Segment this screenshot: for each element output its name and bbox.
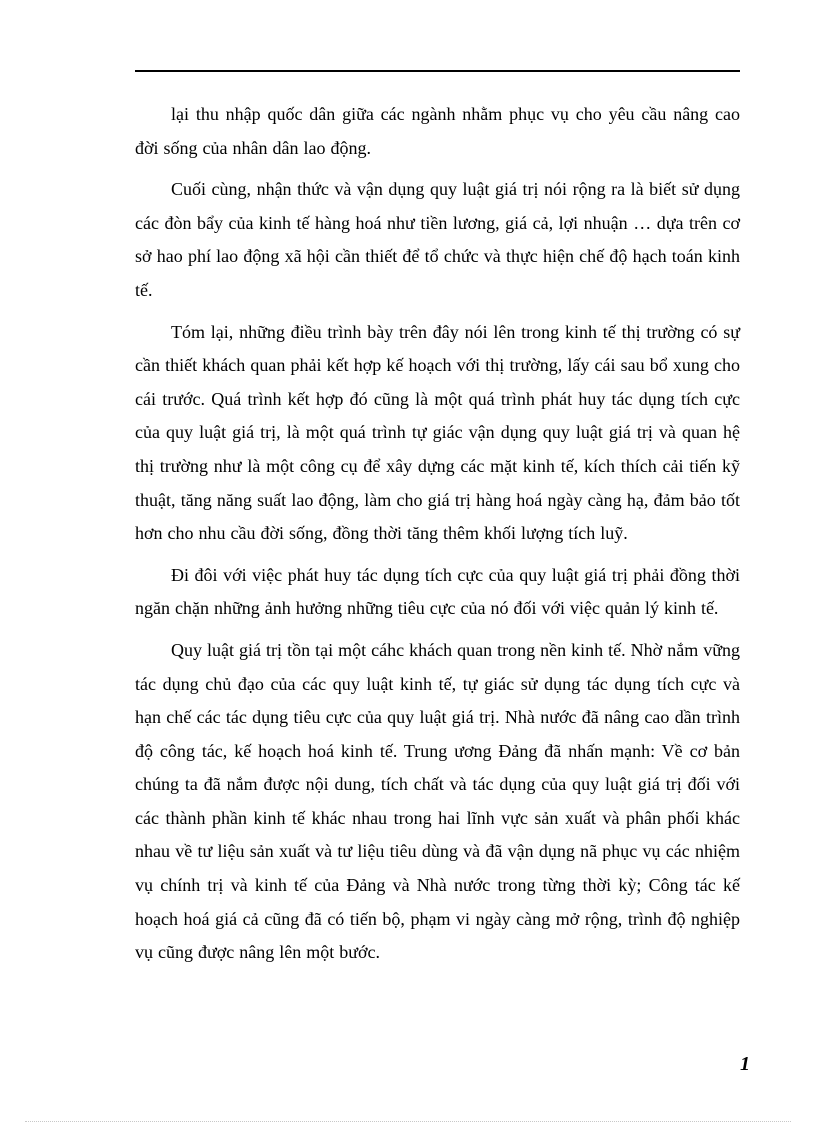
paragraph: lại thu nhập quốc dân giữa các ngành nhằm phục vụ cho yêu cầu nâng cao đời sống của nhân dân lao động. <box>135 104 740 158</box>
paragraph: Quy luật giá trị tồn tại một cáhc khách quan trong nền kinh tế. Nhờ nắm vững tác dụng chủ đạo của các quy luật kinh tế, tự giác sử dụng tác dụng tích cực và hạn chế các tác dụng tiêu cực của quy luật giá trị. Nhà nước đã nâng cao dần trình độ công tác, kế hoạch hoá kinh tế. Trung ương Đảng đã nhấn mạnh: Về cơ bản chúng ta đã nắm được nội dung, tích chất và tác dụng của quy luật giá trị đối với các thành phần kinh tế khác nhau trong hai lĩnh vực sản xuất và phân phối khác nhau về tư liệu sản xuất và tư liệu tiêu dùng và đã vận dụng nã phục vụ các nhiệm vụ chính trị và kinh tế của Đảng và Nhà nước trong từng thời kỳ; Công tác kế hoạch hoá giá cả cũng đã có tiến bộ, phạm vi ngày càng mở rộng, trình độ nghiệp vụ cũng được nâng lên một bước. <box>135 639 740 963</box>
paragraph: Tóm lại, những điều trình bày trên đây nói lên trong kinh tế thị trường có sự cần thiết khách quan phải kết hợp kế hoạch với thị trường, lấy cái sau bổ xung cho cái trước. Quá trình kết hợp đó cũng là một quá trình phát huy tác dụng tích cực của quy luật giá trị, là một quá trình tự giác vận dụng quy luật giá trị và quan hệ thị trường như là một công cụ để xây dựng các mặt kinh tế, kích thích cải tiến kỹ thuật, tăng năng suất lao động, làm cho giá trị hàng hoá ngày càng hạ, đảm bảo tốt hơn cho nhu cầu đời sống, đồng thời tăng thêm khối lượng tích luỹ. <box>135 321 740 544</box>
paragraph: Đi đôi với việc phát huy tác dụng tích cực của quy luật giá trị phải đồng thời ngăn chặn những ảnh hưởng những tiêu cực của nó đối với việc quản lý kinh tế. <box>135 564 740 619</box>
page-number: 1 <box>740 1053 750 1075</box>
paragraph: Cuối cùng, nhận thức và vận dụng quy luật giá trị nói rộng ra là biết sử dụng các đòn bẩy của kinh tế hàng hoá như tiền lương, giá cả, lợi nhuận … dựa trên cơ sở hao phí lao động xã hội cần thiết để tổ chức và thực hiện chế độ hạch toán kinh tế. <box>135 179 740 300</box>
header-rule <box>135 70 740 72</box>
footer-rule <box>25 1121 791 1122</box>
document-body <box>135 98 740 978</box>
